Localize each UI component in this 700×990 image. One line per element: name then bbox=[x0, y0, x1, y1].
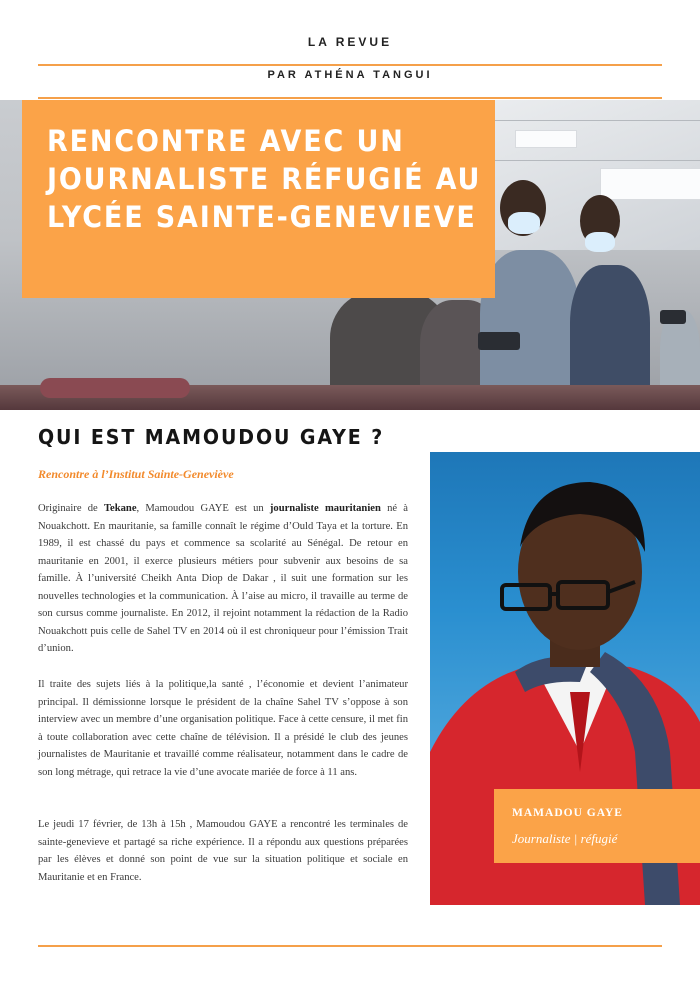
caption-role: Journaliste | réfugié bbox=[512, 831, 618, 846]
article-heading: QUI EST MAMOUDOU GAYE ? bbox=[38, 425, 385, 449]
ceiling-light bbox=[515, 130, 577, 148]
profession: journaliste mauritanien bbox=[269, 503, 381, 514]
bag bbox=[40, 378, 190, 398]
paragraph-2: Il traite des sujets liés à la politique,la santé , l’économie et devient l’animateur principal. Il démissionne lorsque le président de la chaîne Sahel TV s’oppose à son interview avec un membre d’une organisation politique. Face à cette censure, il met fin à toute collaboration avec cette chaîne de télévision. Il a présidé le club des jeunes journalistes de Mauritanie et travaillé comme réalisateur, notamment dans le cadre de son long métrage, qui retrace la vie d’une avocate mariée de force à 11 ans. bbox=[38, 679, 408, 778]
masthead-rule-bottom bbox=[38, 97, 662, 99]
hero-title bbox=[47, 122, 514, 236]
ceiling-light bbox=[600, 168, 700, 200]
paragraph-1: Originaire de Tekane, Mamoudou GAYE est un journaliste mauritanien né à Nouakchott. En mauritanie, sa famille connaît le régime d’Ould Taya et la torture. En 1989, il est chassé du pays et commence sa scolarité au Sénégal. De retour en mauritanie en 2001, il exerce plusieurs métiers pour subvenir aux besoins de sa famille. À l’université Cheikh Anta Diop de Dakar , il suit une formation sur les nouvelles technologies et la communication. À l’aise au micro, il travaille au terme de son cursus comme journaliste. En 2012, il rejoint notamment la rédaction de la Radio Nouakchott puis celle de Sahel TV en 2014 où il est chroniqueur pour l’émission Trait d’union. bbox=[38, 503, 408, 654]
place-name: Tekane bbox=[103, 503, 137, 514]
paragraph-3: Le jeudi 17 février, de 13h à 15h , Mamoudou GAYE a rencontré les terminales de sainte-genevieve et partagé sa riche expérience. Il a répondu aux questions préparées par les élèves et donné son point de vue sur la situation politique et sociale en Mauritanie et en France. bbox=[38, 819, 408, 883]
microphone bbox=[660, 310, 686, 324]
portrait-caption bbox=[494, 789, 700, 863]
byline: PAR ATHÉNA TANGUI bbox=[267, 69, 433, 81]
publication-title: LA REVUE bbox=[307, 35, 393, 49]
face-mask bbox=[585, 232, 615, 252]
article-subheading: Rencontre à l’Institut Sainte-Geneviève bbox=[38, 467, 234, 481]
hero-title-line: RENCONTRE AVEC UN bbox=[47, 124, 405, 158]
hero-title-line: LYCÉE SAINTE-GENEVIEVE bbox=[47, 200, 477, 234]
masthead-rule-top bbox=[38, 64, 662, 66]
hero-title-line: JOURNALISTE RÉFUGIÉ AU bbox=[47, 162, 482, 196]
footer-rule bbox=[38, 945, 662, 947]
phone bbox=[478, 332, 520, 350]
caption-name: MAMADOU GAYE bbox=[512, 807, 623, 819]
